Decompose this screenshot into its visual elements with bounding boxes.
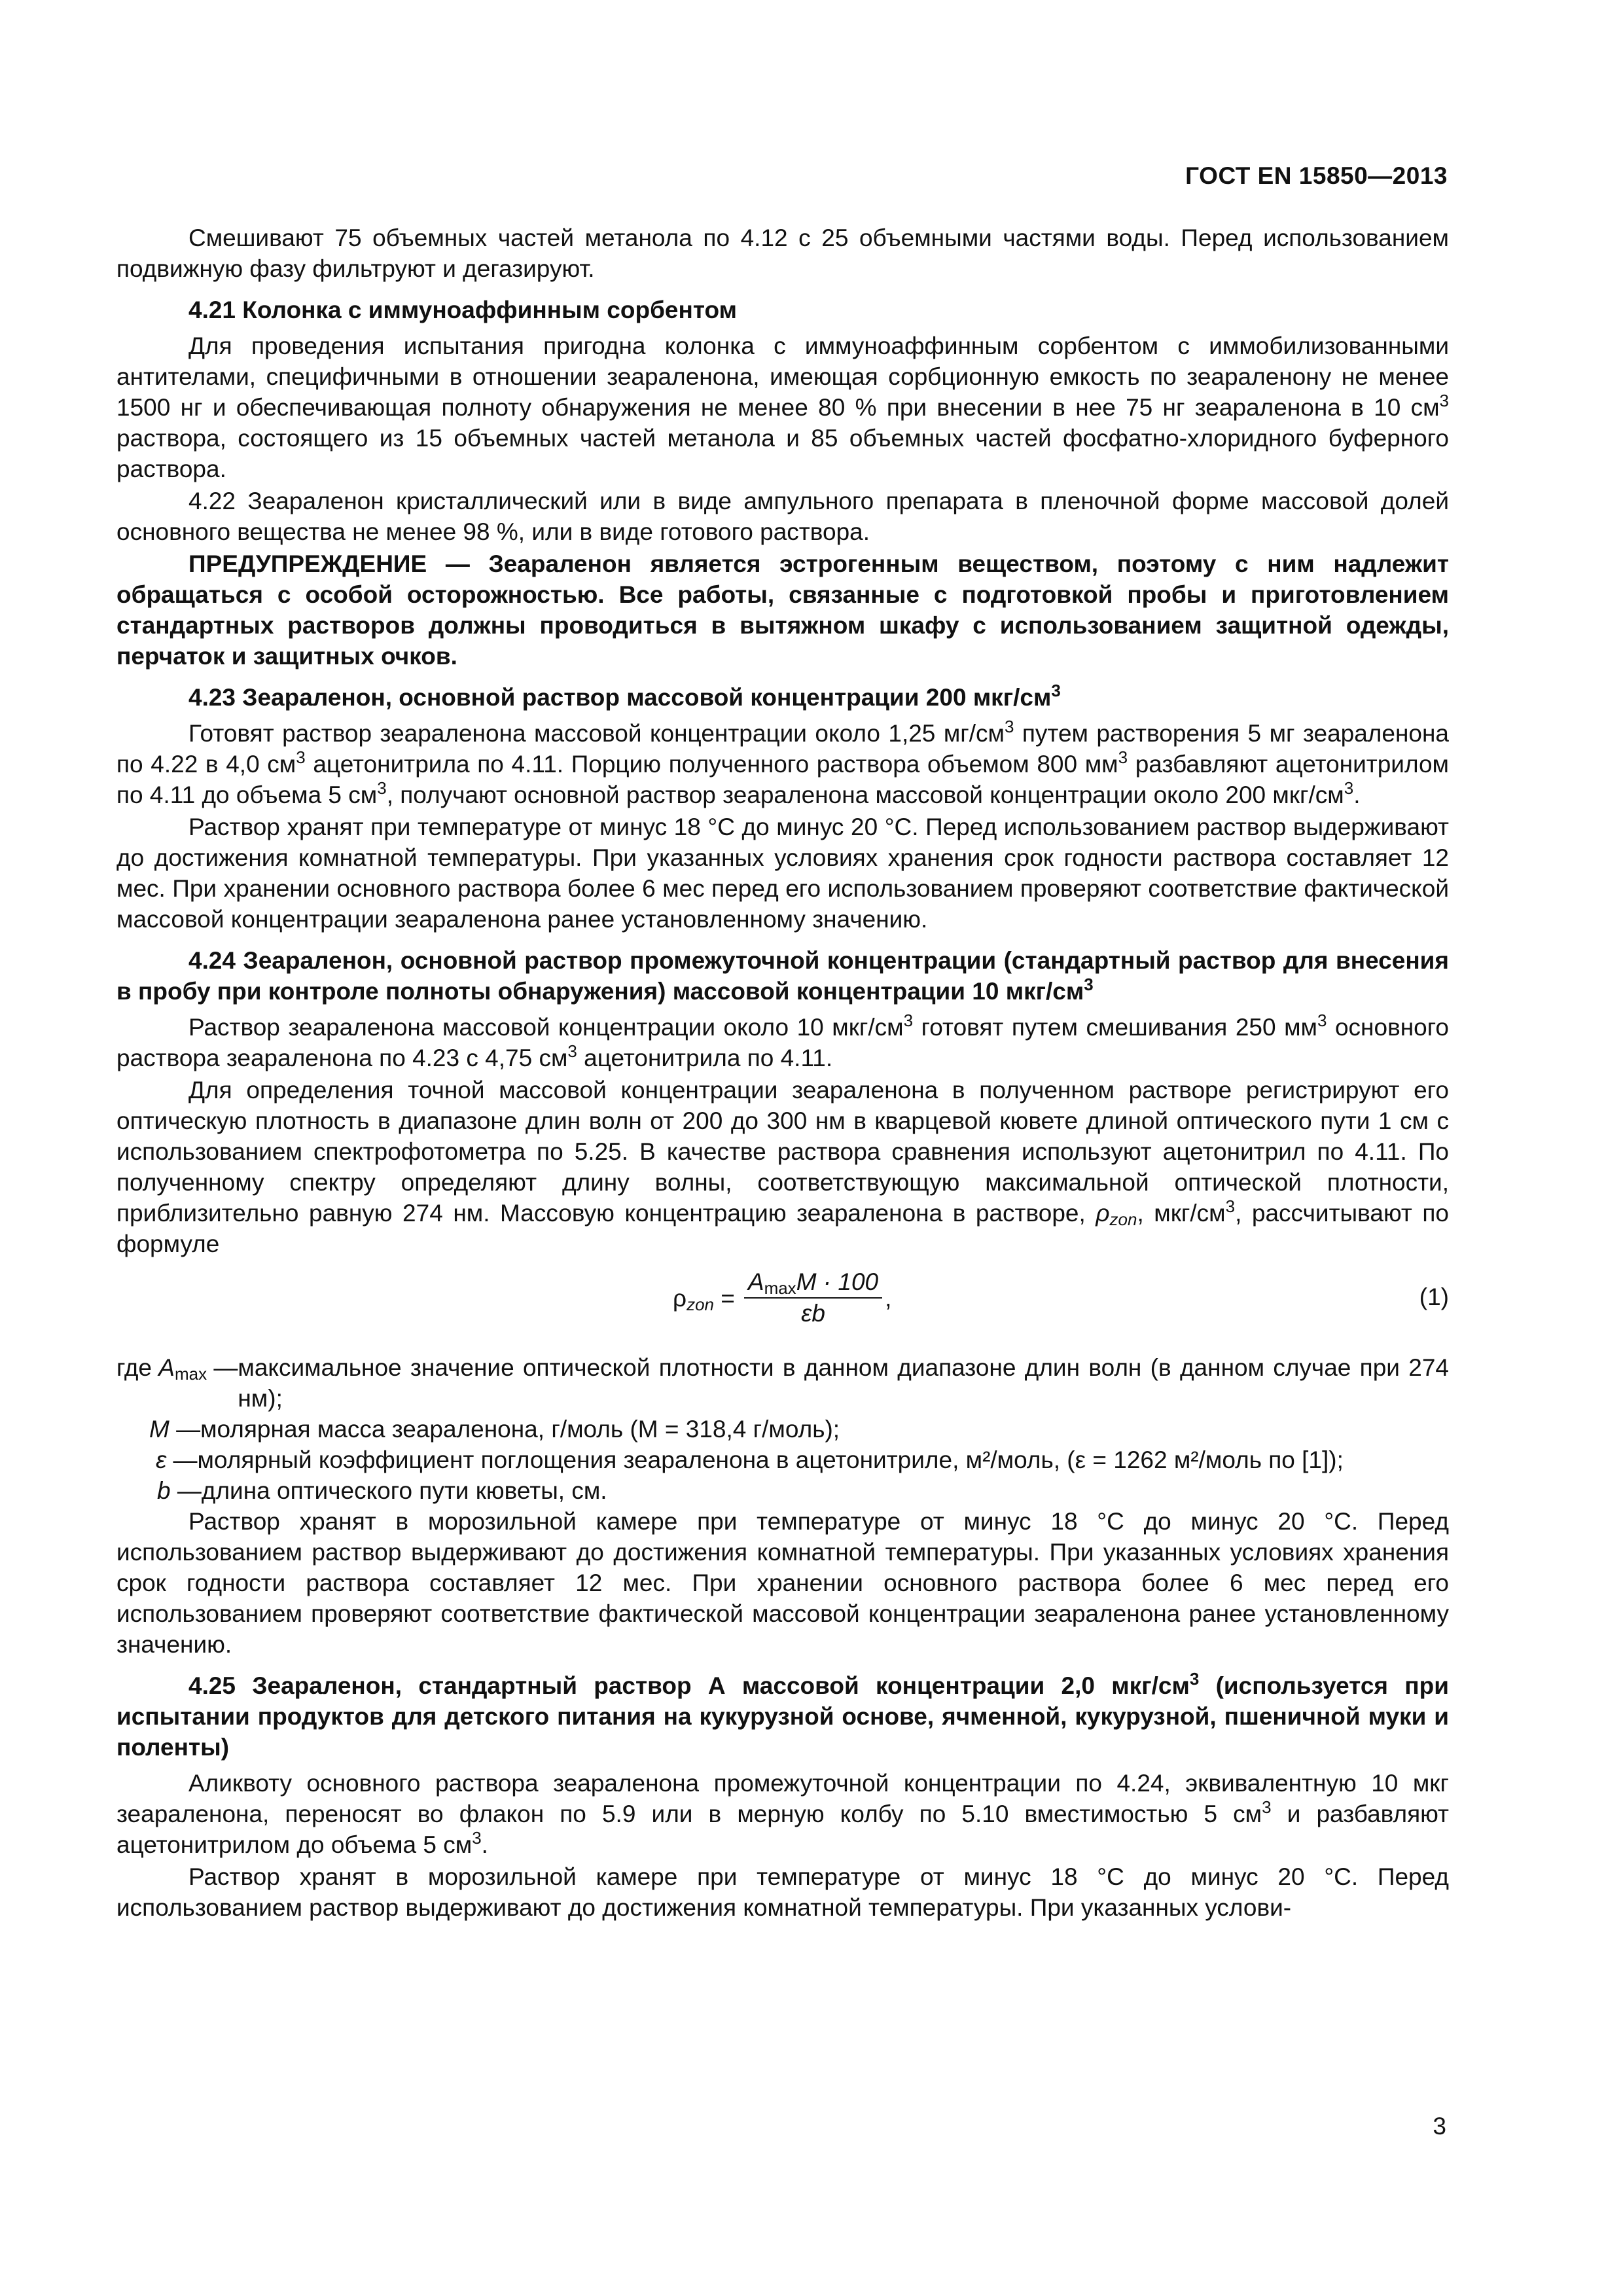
section-4-24-paragraph-3: Раствор хранят в морозильной камере при температуре от минус 18 °С до минус 20 °С. Перед использованием раствор выдерживают до достижения комнатной температуры. При указанных условиях хранения срок годности раствора составляет 12 мес. При хранении основного раствора более 6 мес перед его использованием проверяют соответствие фактической массовой концентрации зеараленона ранее установленному значению. [116,1508,1449,1658]
mobile-phase-paragraph: Смешивают 75 объемных частей метанола по 4.12 с 25 объемными частями воды. Перед использованием подвижную фазу фильтруют и дегазируют. [116,224,1449,282]
legend-item-epsilon: ε — молярный коэффициент поглощения зеараленона в ацетонитриле, м²/моль, (ε = 1262 м²/моль по [1]); [156,1446,1344,1473]
document-body [116,223,1449,1924]
section-4-24-paragraph-2: Для определения точной массовой концентрации зеараленона в полученном растворе регистрируют его оптическую плотность в диапазоне длин волн от 200 до 300 нм в кварцевой кювете длиной оптического пути 1 см с использованием спектрофотометра по 5.25. В качестве раствора сравнения используют ацетонитрил по 4.11. По полученному спектру определяют длину волны, соответствующую максимальной оптической плотности, приблизительно равную 274 нм. Массовую концентрацию зеараленона в растворе, $\rho_{zon}$, мкг/$см^3$, рассчитывают по формуле [116,1077,1449,1257]
section-4-23-paragraph-1: Готовят раствор зеараленона массовой концентрации около 1,25 $мг/см^3$ путем растворения 5 мг зеараленона по 4.22 в 4,0 $см^3$ ацетонитрила по 4.11. Порцию полученного раствора объемом 800 $мм^3$ разбавляют ацетонитрилом по 4.11 до объема 5 $см^3$, получают основной раствор зеараленона массовой концентрации около 200 мкг/$см^3$. [116,717,1449,808]
legend-item-amax: где $A_{max}$ — максимальное значение оптической плотности в данном диапазоне длин волн (в данном случае при 274 нм); [116,1354,1449,1412]
section-4-25-paragraph-1: Аликвоту основного раствора зеараленона промежуточной концентрации по 4.24, эквивалентную 10 мкг зеараленона, переносят во флакон по 5.9 или в мерную колбу по 5.10 вместимостью 5 $см^3$ и разбавляют ацетонитрилом до объема 5 $см^3$. [116,1770,1449,1858]
formula-number: (1) [1419,1283,1449,1310]
legend-item-m: M — молярная масса зеараленона, г/моль (M = 318,4 г/моль); [149,1416,840,1443]
formula-numerator: $A_{max}M \cdot 100$ [744,1267,882,1299]
page-number: 3 [1433,2113,1446,2140]
warning-paragraph: ПРЕДУПРЕЖДЕНИЕ — Зеараленон является эстрогенным веществом, поэтому с ним надлежит обращаться с особой осторожностью. Все работы, связанные с подготовкой пробы и приготовлением стандартных растворов должны проводиться в вытяжном шкафу с использованием защитной одежды, перчаток и защитных очков. [116,550,1449,670]
section-4-24-heading: 4.24 Зеараленон, основной раствор промежуточной концентрации (стандартный раствор для внесения в пробу при контроле полноты обнаружения) массовой концентрации 10 мкг/$см^3$ [116,947,1449,1005]
section-4-21-paragraph: Для проведения испытания пригодна колонка с иммуноаффинным сорбентом с иммобилизованными антителами, специфичными в отношении зеараленона, имеющая сорбционную емкость по зеараленону не менее 1500 нг и обеспечивающая полноту обнаружения не менее 80 % при внесении в нее 75 нг зеараленона в 10 $см^3$ раствора, состоящего из 15 объемных частей метанола и 85 объемных частей фосфатно-хлоридного буферного раствора. [116,332,1449,482]
formula-1 [116,1265,1449,1343]
formula-lhs: $\rho_{zon}$ = [673,1284,735,1314]
formula-fraction [744,1267,882,1329]
section-4-21-heading: 4.21 Колонка с иммуноаффинным сорбентом [188,296,737,323]
section-4-23-heading: 4.23 Зеараленон, основной раствор массовой концентрации 200 мкг/$см^3$ [188,681,1061,711]
section-4-25-paragraph-2: Раствор хранят в морозильной камере при температуре от минус 18 °С до минус 20 °С. Перед использованием раствор выдерживают до достижения комнатной температуры. При указанных услови- [116,1863,1449,1921]
formula-legend [116,1352,1449,1506]
formula-denominator: εb [801,1300,825,1327]
section-4-24-paragraph-1: Раствор зеараленона массовой концентрации около 10 мкг/$см^3$ готовят путем смешивания 250 $мм^3$ основного раствора зеараленона по 4.23 с 4,75 $см^3$ ацетонитрила по 4.11. [116,1011,1449,1071]
legend-item-b: b — длина оптического пути кюветы, см. [157,1477,607,1504]
formula-expression [673,1267,891,1329]
section-4-22-paragraph: 4.22 Зеараленон кристаллический или в виде ампульного препарата в пленочной форме массовой долей основного вещества не менее 98 %, или в виде готового раствора. [116,488,1449,545]
section-4-23-paragraph-2: Раствор хранят при температуре от минус 18 °С до минус 20 °С. Перед использованием раствор выдерживают до достижения комнатной температуры. При указанных условиях хранения срок годности раствора составляет 12 мес. При хранении основного раствора более 6 мес перед его использованием проверяют соответствие фактической массовой концентрации зеараленона ранее установленному значению. [116,814,1449,933]
formula-tail: , [885,1284,892,1312]
document-code-header: ГОСТ EN 15850—2013 [1185,162,1448,189]
section-4-25-heading: 4.25 Зеараленон, стандартный раствор А массовой концентрации 2,0 мкг/$см^3$ (используется при испытании продуктов для детского питания на кукурузной основе, ячменной, кукурузной, пшеничной муки и поленты) [116,1669,1449,1761]
